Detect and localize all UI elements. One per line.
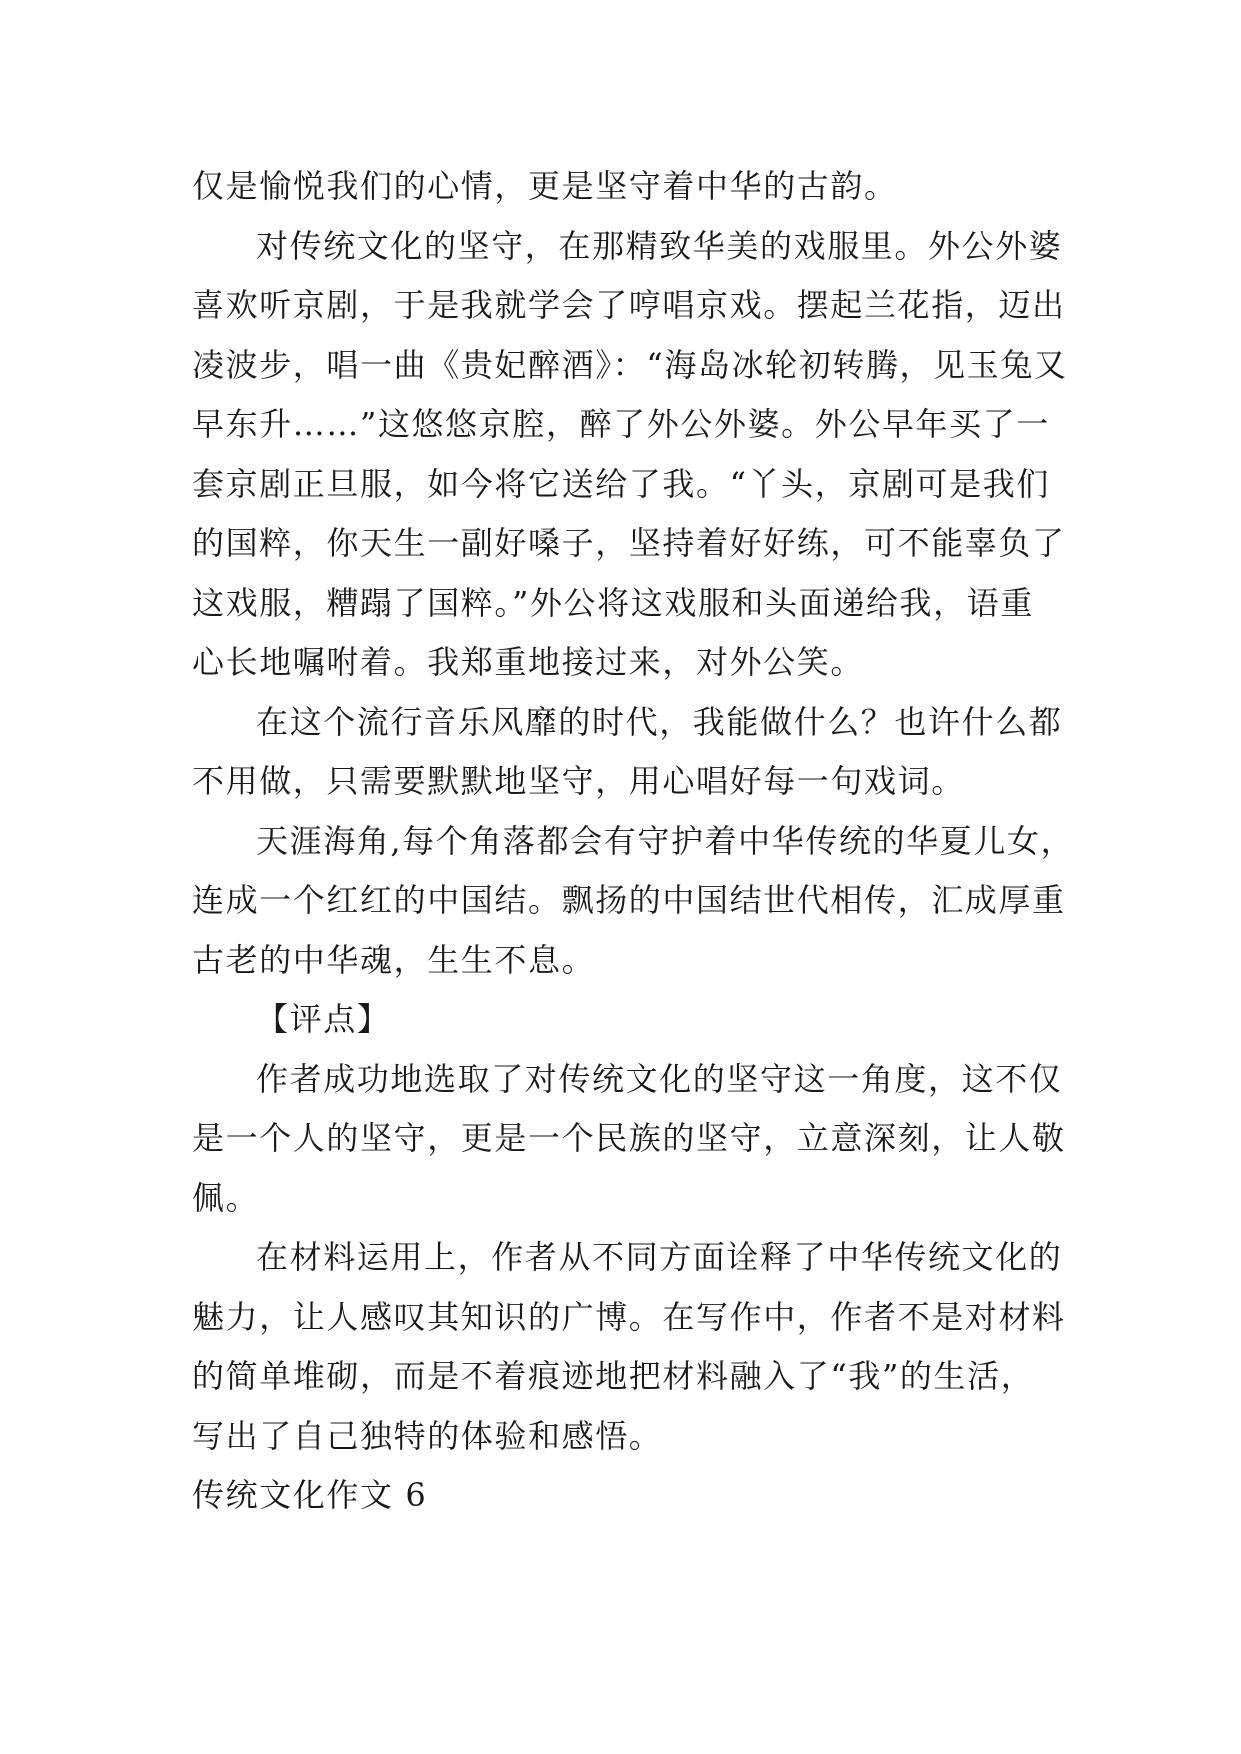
section-title: 传统文化作文 6 bbox=[192, 1476, 428, 1514]
paragraph-line: 仅是愉悦我们的心情，更是坚守着中华的古韵。 bbox=[192, 167, 898, 205]
paragraph-line: 喜欢听京剧，于是我就学会了哼唱京戏。摆起兰花指，迈出 bbox=[192, 286, 1066, 324]
paragraph-line: 套京剧正旦服，如今将它送给了我。“丫头，京剧可是我们 bbox=[192, 464, 1050, 503]
paragraph-line: 早东升……”这悠悠京腔，醉了外公外婆。外公早年买了一 bbox=[192, 405, 1050, 443]
paragraph-line: 作者成功地选取了对传统文化的坚守这一角度，这不仅 bbox=[256, 1059, 1063, 1098]
paragraph-line: 对传统文化的坚守，在那精致华美的戏服里。外公外婆 bbox=[256, 226, 1063, 265]
paragraph-line: 的简单堆砌，而是不着痕迹地把材料融入了“我”的生活， bbox=[192, 1357, 1035, 1395]
paragraph-line: 魅力，让人感叹其知识的广博。在写作中，作者不是对材料 bbox=[192, 1297, 1066, 1336]
essay-body bbox=[192, 157, 1075, 1466]
paragraph-line: 写出了自己独特的体验和感悟。 bbox=[192, 1416, 663, 1455]
paragraph-line: 心长地嘱咐着。我郑重地接过来，对外公笑。 bbox=[192, 643, 865, 681]
paragraph-line: 连成一个红红的中国结。飘扬的中国结世代相传，汇成厚重 bbox=[192, 881, 1066, 919]
paragraph-line: 凌波步，唱一曲《贵妃醉酒》：“海岛冰轮初转腾，见玉兔又 bbox=[192, 345, 1068, 384]
paragraph-line: 不用做，只需要默默地坚守，用心唱好每一句戏词。 bbox=[192, 762, 965, 800]
paragraph-line: 的国粹，你天生一副好嗓子，坚持着好好练，可不能辜负了 bbox=[192, 524, 1066, 562]
paragraph-line: 在这个流行音乐风靡的时代，我能做什么？也许什么都 bbox=[256, 702, 1063, 741]
paragraph-line: 这戏服，糟蹋了国粹。”外公将这戏服和头面递给我，语重 bbox=[192, 583, 1034, 622]
paragraph-line: 在材料运用上，作者从不同方面诠释了中华传统文化的 bbox=[256, 1238, 1063, 1276]
paragraph-line: 是一个人的坚守，更是一个民族的坚守，立意深刻，让人敬 bbox=[192, 1119, 1066, 1157]
comment-heading: 【评点】 bbox=[256, 1000, 391, 1038]
paragraph-line: 古老的中华魂，生生不息。 bbox=[192, 940, 596, 979]
paragraph-line: 佩。 bbox=[192, 1178, 260, 1217]
paragraph-line: 天涯海角,每个角落都会有守护着中华传统的华夏儿女， bbox=[256, 821, 1075, 860]
